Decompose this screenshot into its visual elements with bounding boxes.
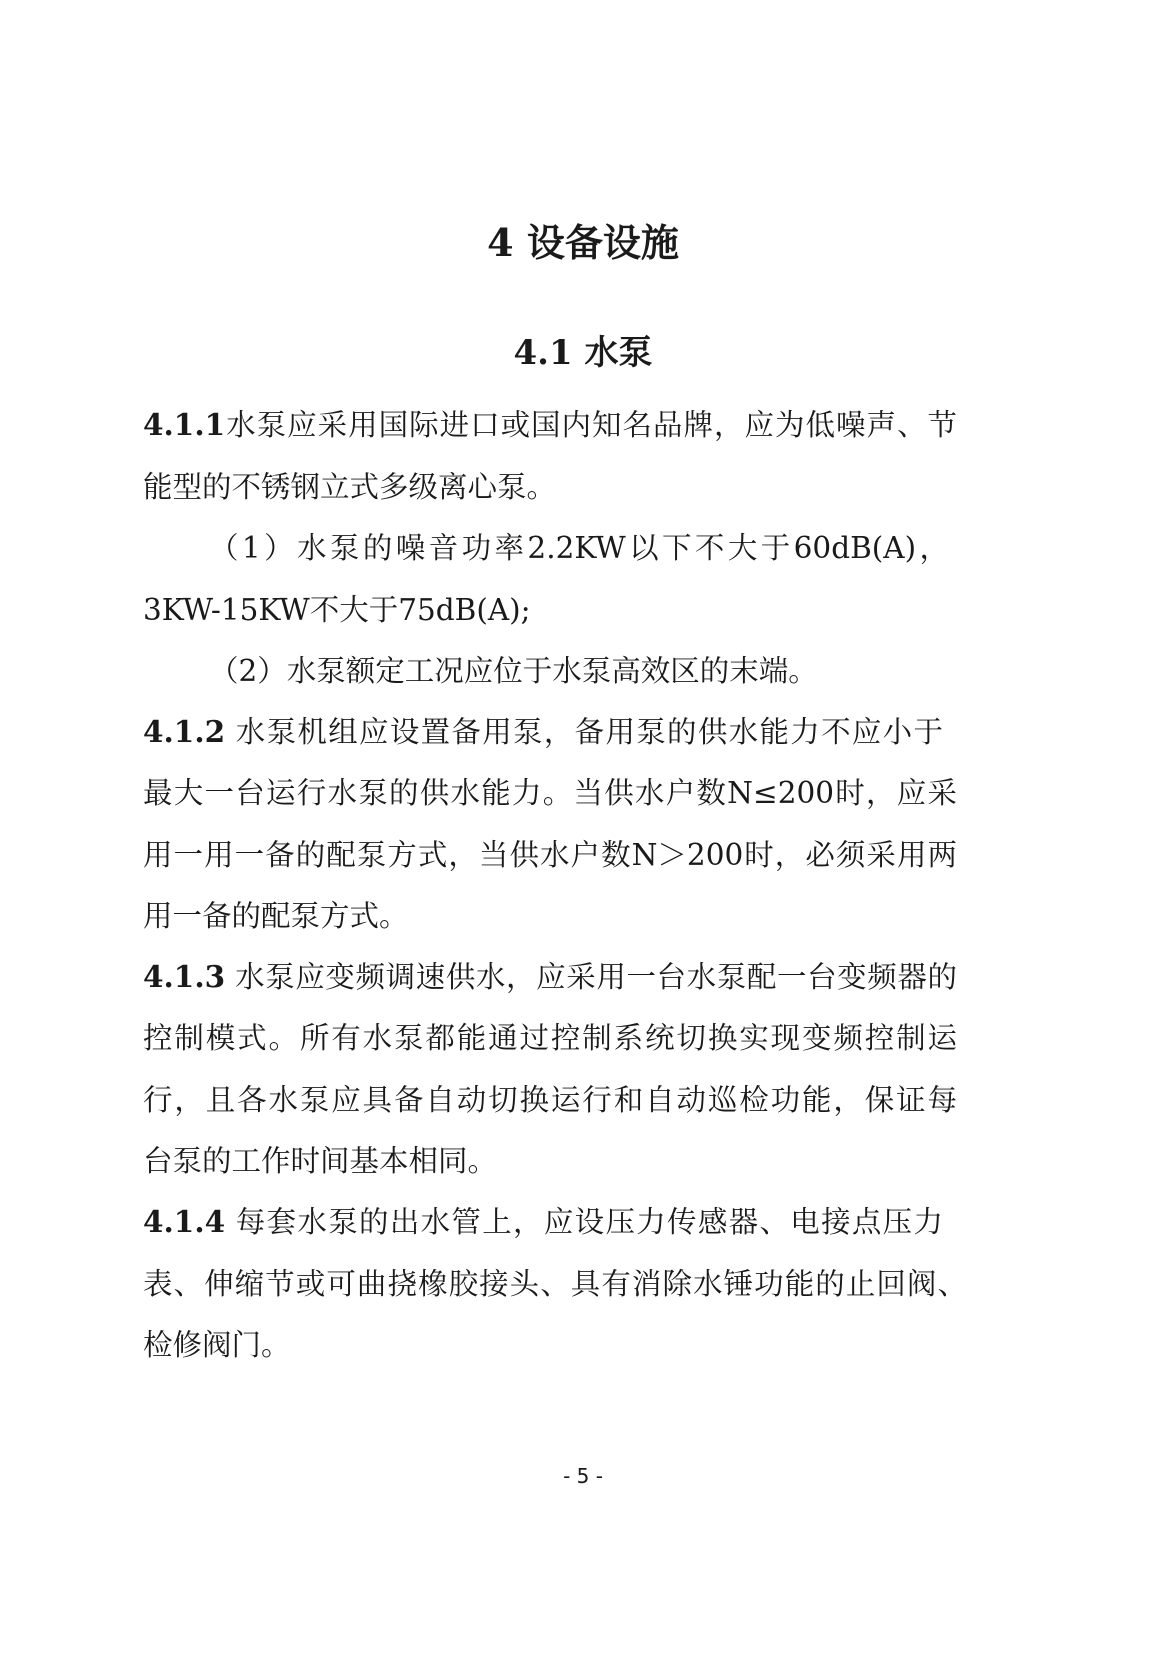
- clause-4-1-2-line-3: 用一用一备的配泵方式，当供水户数N＞200时，必须采用两: [143, 838, 957, 872]
- clause-4-1-4-line-2: 表、伸缩节或可曲挠橡胶接头、具有消除水锤功能的止回阀、: [143, 1267, 967, 1301]
- item-1-line-2: 3KW-15KW不大于75dB(A);: [143, 593, 531, 627]
- clause-4-1-1-line-2: 能型的不锈钢立式多级离心泵。: [143, 470, 557, 504]
- clause-4-1-3-line-2: 控制模式。所有水泵都能通过控制系统切换实现变频控制运: [143, 1021, 957, 1055]
- clause-4-1-3-line-4: 台泵的工作时间基本相同。: [143, 1144, 498, 1178]
- section-title: 4.1 水泵: [513, 333, 653, 373]
- chapter-title: 4 设备设施: [487, 220, 679, 265]
- clause-number: 4.1.2: [143, 714, 226, 749]
- clause-4-1-2-line-2: 最大一台运行水泵的供水能力。当供水户数N≤200时，应采: [143, 776, 957, 810]
- clause-4-1-3-line-3: 行，且各水泵应具备自动切换运行和自动巡检功能，保证每: [143, 1083, 957, 1117]
- page-number: - 5 -: [563, 1464, 603, 1488]
- item-2-line-1: （2）水泵额定工况应位于水泵高效区的末端。: [209, 654, 818, 688]
- clause-number: 4.1.3: [143, 959, 226, 994]
- clause-4-1-4-line-1: 4.1.4 每套水泵的出水管上，应设压力传感器、电接点压力: [143, 1204, 943, 1239]
- item-1-line-1: （1）水泵的噪音功率2.2KW以下不大于60dB(A)，: [209, 531, 949, 565]
- clause-number: 4.1.4: [143, 1204, 226, 1239]
- clause-4-1-3-line-1: 4.1.3 水泵应变频调速供水，应采用一台水泵配一台变频器的: [143, 959, 957, 994]
- clause-4-1-2-line-1: 4.1.2 水泵机组应设置备用泵，备用泵的供水能力不应小于: [143, 714, 943, 749]
- clause-number: 4.1.1: [143, 407, 226, 442]
- clause-4-1-4-line-3: 检修阀门。: [143, 1328, 291, 1362]
- clause-4-1-1-line-1: 4.1.1水泵应采用国际进口或国内知名品牌，应为低噪声、节: [143, 407, 957, 442]
- clause-4-1-2-line-4: 用一备的配泵方式。: [143, 899, 409, 933]
